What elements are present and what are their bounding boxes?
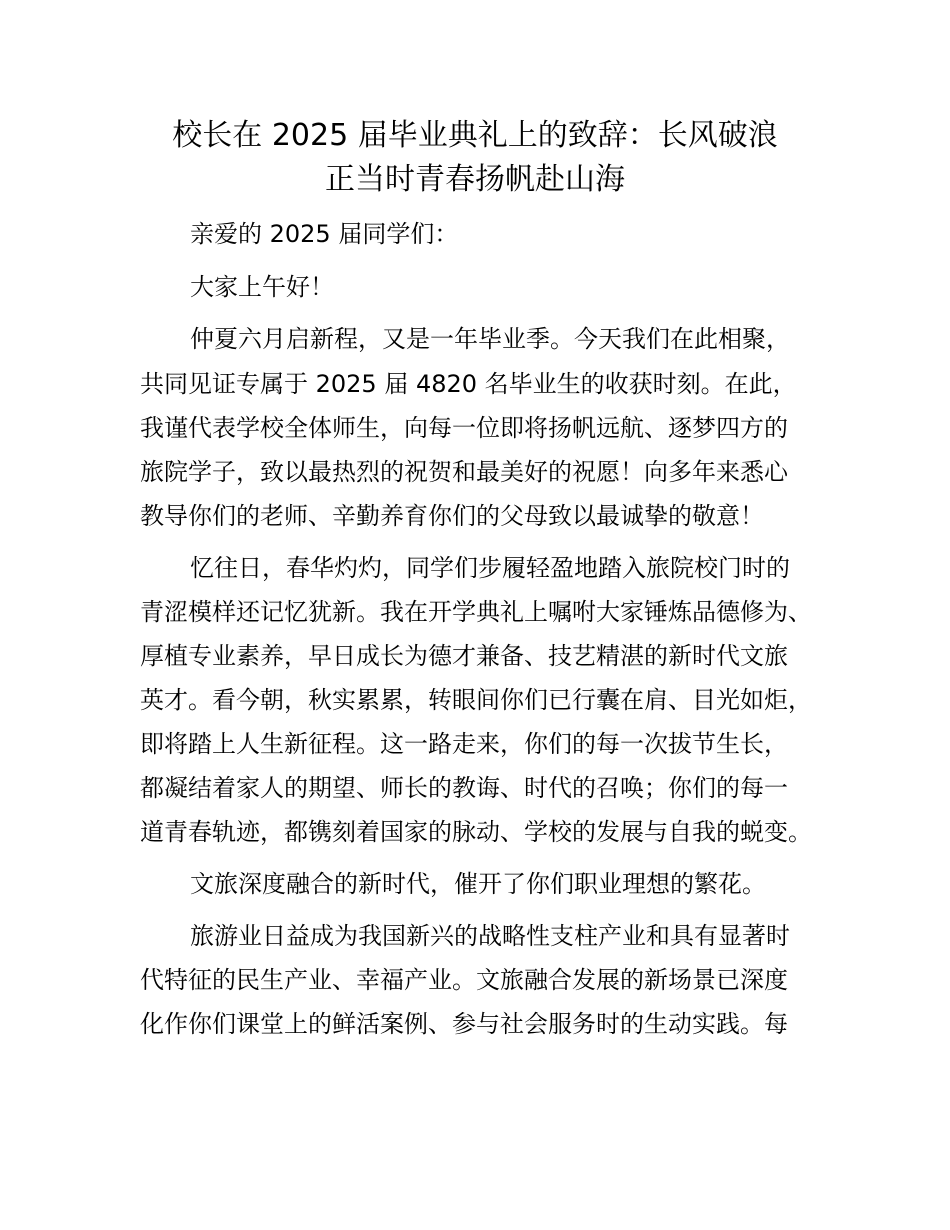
salutation: 亲爱的 2025 届同学们： [190, 220, 459, 248]
section-heading: 文旅深度融合的新时代，催开了你们职业理想的繁花。 [190, 870, 766, 898]
paragraph-1-line: 我谨代表学校全体师生，向每一位即将扬帆远航、逐梦四方的 [140, 414, 788, 442]
paragraph-3-line: 代特征的民生产业、幸福产业。文旅融合发展的新场景已深度 [140, 966, 788, 994]
paragraph-2-line: 都凝结着家人的期望、师长的教诲、时代的召唤；你们的每一 [140, 774, 788, 802]
paragraph-3-line: 旅游业日益成为我国新兴的战略性支柱产业和具有显著时 [190, 922, 790, 950]
paragraph-2-line: 即将踏上人生新征程。这一路走来，你们的每一次拔节生长， [140, 730, 788, 758]
paragraph-2-line: 忆往日，春华灼灼，同学们步履轻盈地踏入旅院校门时的 [190, 554, 790, 582]
document-title-line-1: 校长在 2025 届毕业典礼上的致辞：长风破浪 [172, 118, 778, 153]
paragraph-3-line: 化作你们课堂上的鲜活案例、参与社会服务时的生动实践。每 [140, 1010, 788, 1038]
paragraph-2-line: 英才。看今朝，秋实累累，转眼间你们已行囊在肩、目光如炬， [140, 686, 812, 714]
document-title-line-2: 正当时青春扬帆赴山海 [325, 162, 625, 197]
paragraph-1-line: 仲夏六月启新程，又是一年毕业季。今天我们在此相聚， [190, 325, 790, 353]
paragraph-2-line: 道青春轨迹，都镌刻着国家的脉动、学校的发展与自我的蜕变。 [140, 818, 812, 846]
greeting: 大家上午好！ [190, 273, 334, 301]
paragraph-1-line: 共同见证专属于 2025 届 4820 名毕业生的收获时刻。在此， [140, 370, 797, 398]
paragraph-1-line: 教导你们的老师、辛勤养育你们的父母致以最诚挚的敬意！ [140, 502, 764, 530]
paragraph-1-line: 旅院学子，致以最热烈的祝贺和最美好的祝愿！向多年来悉心 [140, 458, 788, 486]
paragraph-2-line: 厚植专业素养，早日成长为德才兼备、技艺精湛的新时代文旅 [140, 642, 788, 670]
paragraph-2-line: 青涩模样还记忆犹新。我在开学典礼上嘱咐大家锤炼品德修为、 [140, 598, 812, 626]
